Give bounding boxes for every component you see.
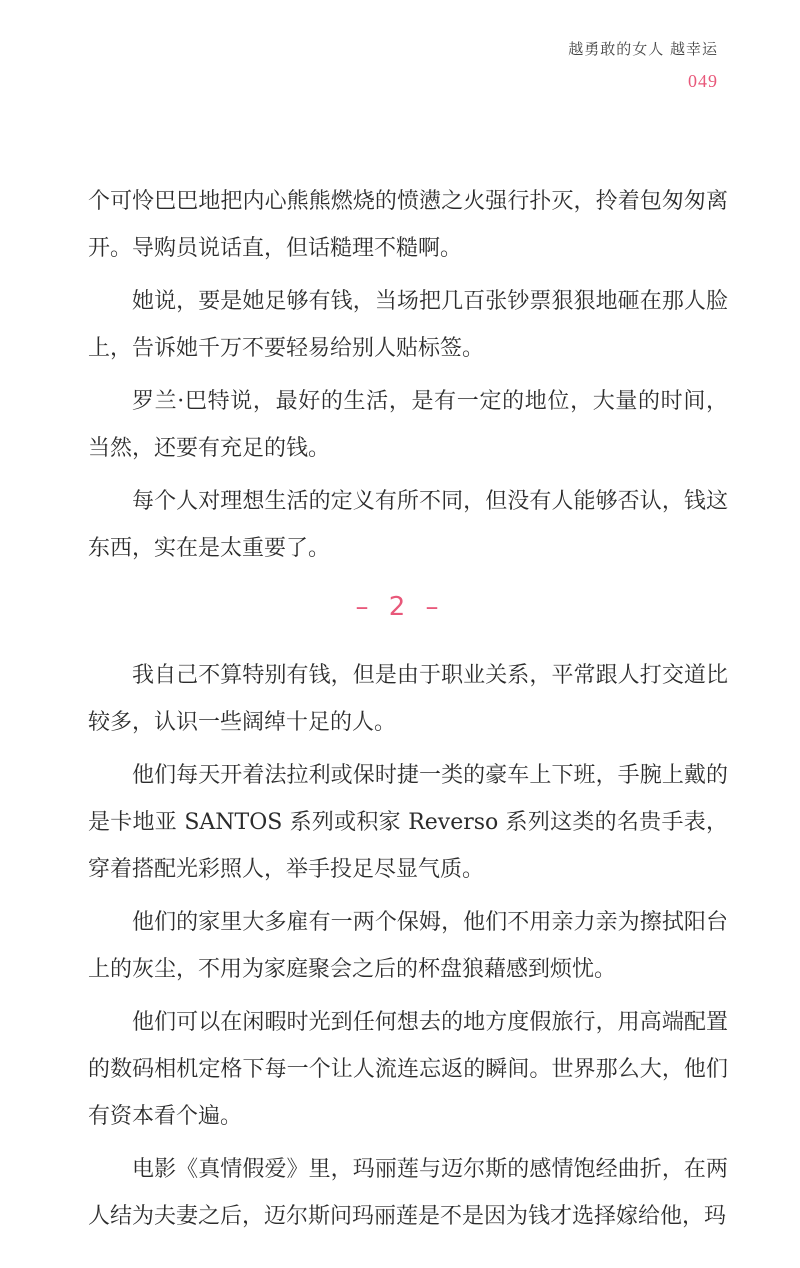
running-header [568,38,718,92]
section-number: – 2 – [355,592,445,622]
text-block-bottom [88,652,728,1246]
paragraph: 每个人对理想生活的定义有所不同，但没有人能够否认，钱这东西，实在是太重要了。 [88,489,728,561]
paragraph: 他们每天开着法拉利或保时捷一类的豪车上下班，手腕上戴的是卡地亚 SANTOS 系列或积家 Reverso 系列这类的名贵手表，穿着搭配光彩照人，举手投足尽显气质。 [88,763,728,882]
page-number: 049 [688,71,718,91]
text-block-top [88,178,728,578]
book-title: 越勇敢的女人 越幸运 [568,40,718,58]
paragraph: 他们的家里大多雇有一两个保姆，他们不用亲力亲为擦拭阳台上的灰尘，不用为家庭聚会之后的杯盘狼藉感到烦忧。 [88,910,728,982]
paragraph: 电影《真情假爱》里，玛丽莲与迈尔斯的感情饱经曲折，在两人结为夫妻之后，迈尔斯问玛丽莲是不是因为钱才选择嫁给他，玛 [88,1157,728,1229]
paragraph: 我自己不算特别有钱，但是由于职业关系，平常跟人打交道比较多，认识一些阔绰十足的人。 [88,663,728,735]
paragraph: 个可怜巴巴地把内心熊熊燃烧的愤懑之火强行扑灭，拎着包匆匆离开。导购员说话直，但话糙理不糙啊。 [88,189,728,261]
paragraph: 她说，要是她足够有钱，当场把几百张钞票狠狠地砸在那人脸上，告诉她千万不要轻易给别人贴标签。 [88,289,728,361]
paragraph: 他们可以在闲暇时光到任何想去的地方度假旅行，用高端配置的数码相机定格下每一个让人流连忘返的瞬间。世界那么大，他们有资本看个遍。 [88,1010,728,1129]
paragraph: 罗兰·巴特说，最好的生活，是有一定的地位，大量的时间，当然，还要有充足的钱。 [88,389,728,461]
